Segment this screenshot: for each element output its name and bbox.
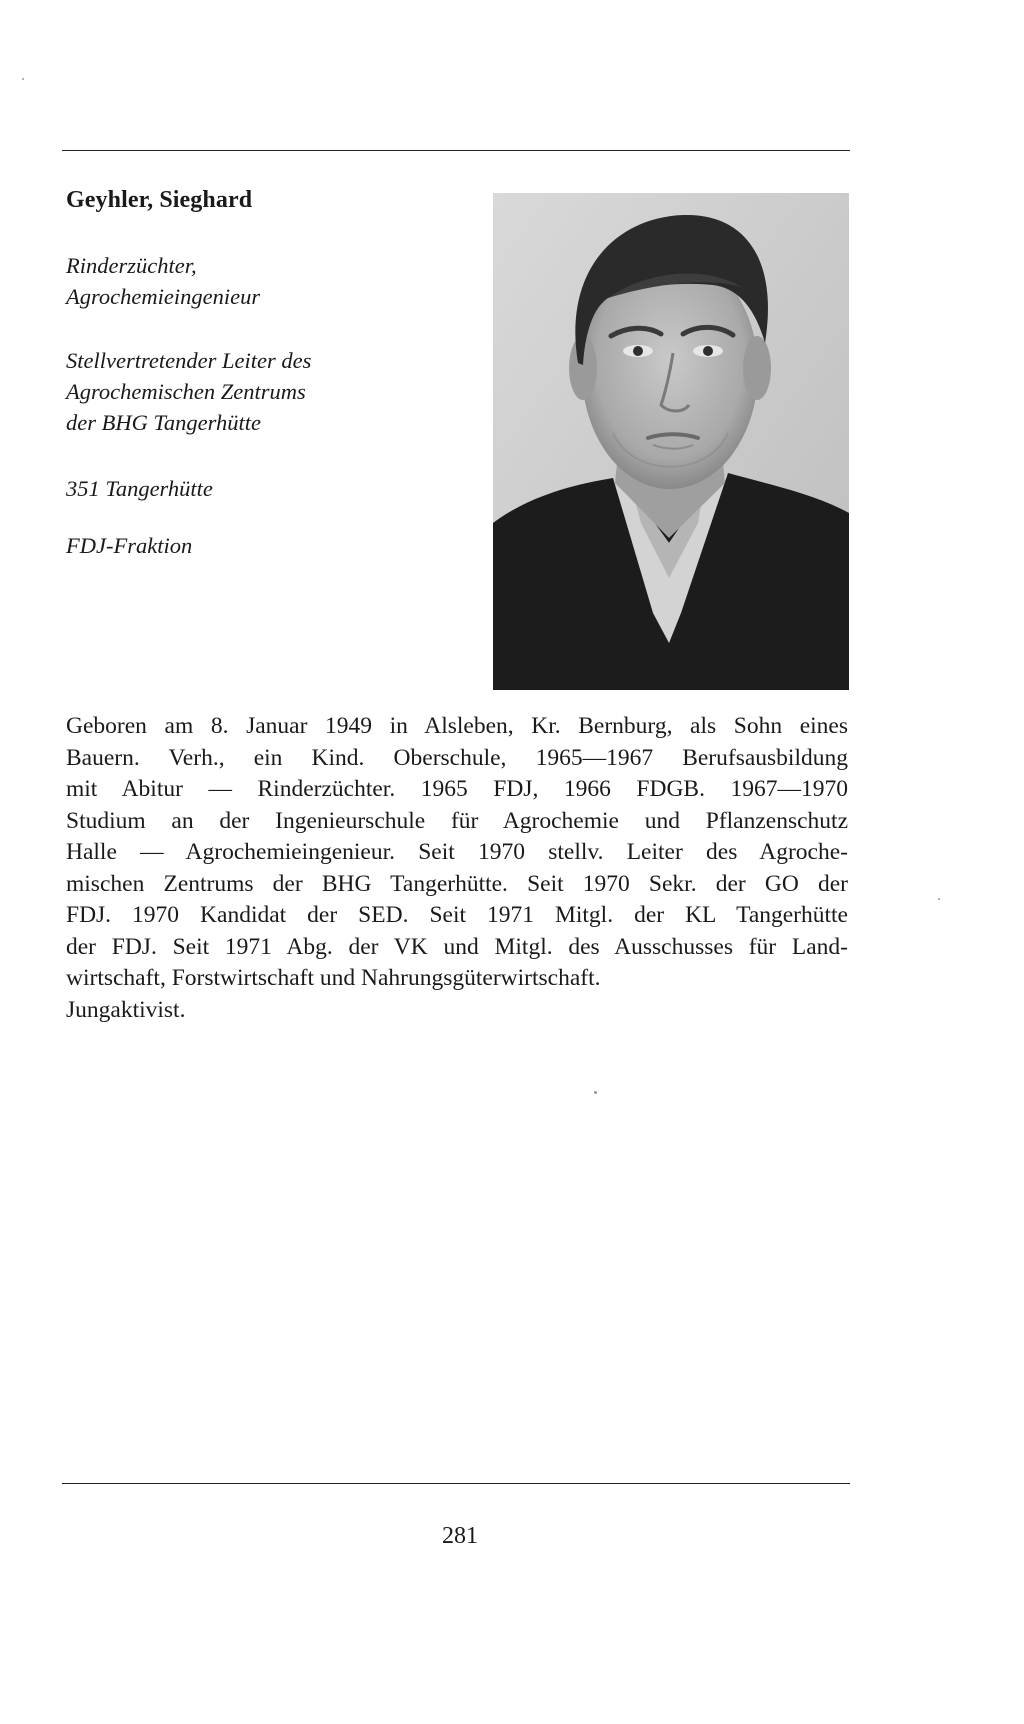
biography <box>66 711 848 1026</box>
city: 351 Tangerhütte <box>66 476 213 501</box>
portrait-photo <box>493 193 849 690</box>
biography-line: der FDJ. Seit 1971 Abg. der VK und Mitgl. des Ausschusses für Land- <box>66 933 848 960</box>
position-line: Stellvertretender Leiter des <box>66 348 312 373</box>
scan-speck <box>22 78 24 80</box>
biography-line: Geboren am 8. Januar 1949 in Alsleben, Kr. Bernburg, als Sohn eines <box>66 713 848 739</box>
biography-line: mischen Zentrums der BHG Tangerhütte. Seit 1970 Sekr. der GO der <box>66 870 848 897</box>
biography-line: Studium an der Ingenieurschule für Agrochemie und Pflanzenschutz <box>66 807 848 834</box>
biography-line: mit Abitur — Rinderzüchter. 1965 FDJ, 1966 FDGB. 1967—1970 <box>66 776 848 802</box>
biography-line: FDJ. 1970 Kandidat der SED. Seit 1971 Mitgl. der KL Tangerhütte <box>66 902 848 928</box>
occupation-line: Rinderzüchter, <box>66 253 197 278</box>
page-number: 281 <box>442 1523 478 1549</box>
position <box>66 345 311 438</box>
biography-line: Halle — Agrochemieingenieur. Seit 1970 stellv. Leiter des Agroche- <box>66 839 848 865</box>
biography-line: Bauern. Verh., ein Kind. Oberschule, 1965—1967 Berufsausbildung <box>66 744 848 771</box>
biography-line: wirtschaft, Forstwirtschaft und Nahrungsgüterwirtschaft. <box>66 965 601 991</box>
occupation-line: Agrochemieingenieur <box>66 284 261 309</box>
bottom-rule <box>62 1483 850 1484</box>
scan-speck <box>594 1091 597 1094</box>
position-line: Agrochemischen Zentrums <box>66 379 306 404</box>
faction: FDJ-Fraktion <box>66 533 193 558</box>
scan-speck <box>938 898 940 900</box>
biography-line: Jungaktivist. <box>66 996 186 1023</box>
occupation <box>66 250 260 312</box>
portrait-illustration <box>493 193 849 690</box>
position-line: der BHG Tangerhütte <box>66 410 262 435</box>
entry-name: Geyhler, Sieghard <box>66 187 253 213</box>
top-rule <box>62 150 850 151</box>
